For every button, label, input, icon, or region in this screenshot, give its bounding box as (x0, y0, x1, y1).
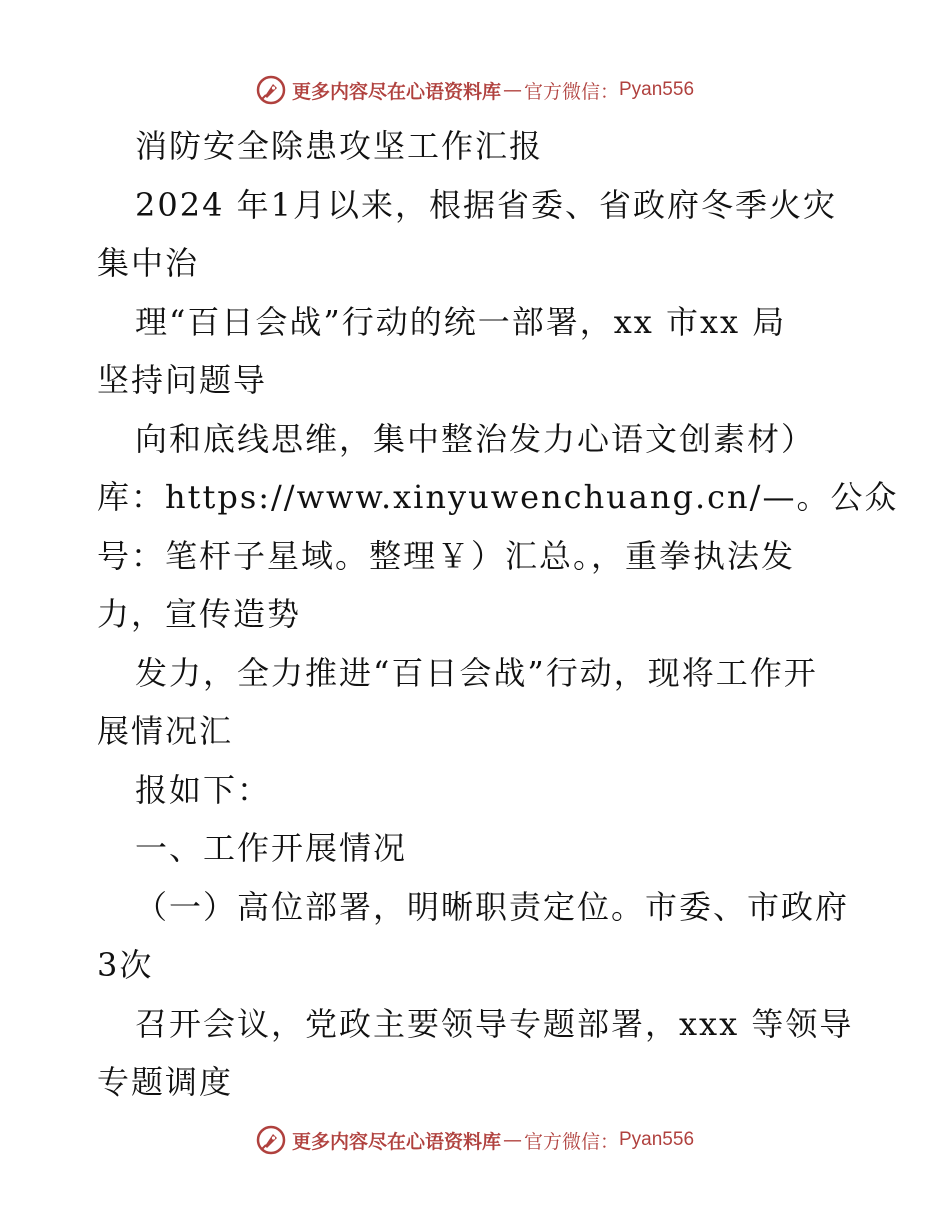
paragraph-line: 力，宣传造势 (97, 595, 302, 633)
pen-nib-logo-icon (256, 1125, 286, 1155)
watermark-header (0, 70, 950, 110)
paragraph-line: 集中治 (97, 244, 200, 282)
document-title: 消防安全除患攻坚工作汇报 (135, 127, 544, 165)
paragraph-line: 专题调度 (97, 1063, 234, 1101)
paragraph-line: 3次 (97, 946, 154, 984)
watermark-handle: Pyan556 (619, 1129, 695, 1150)
paragraph-line: 发力，全力推进“百日会战”行动，现将工作开 (135, 653, 818, 692)
paragraph-line: 报如下： (135, 770, 272, 809)
watermark-handle: Pyan556 (619, 79, 695, 100)
paragraph-line: 向和底线思维，集中整治发力心语文创素材） (135, 419, 816, 458)
paragraph-line: 召开会议，党政主要领导专题部署，xxx 等领导 (135, 1004, 854, 1043)
paragraph-line: 理“百日会战”行动的统一部署，xx 市xx 局 (135, 302, 787, 341)
watermark-official-label: 官方微信： (523, 1130, 619, 1153)
paragraph-line: 号：笔杆子星域。整理￥）汇总。，重拳执法发 (97, 536, 796, 575)
paragraph-line: 库：https://www.xinyuwenchuang.cn/—。公众 (97, 478, 899, 516)
watermark-dash: — (502, 1129, 522, 1151)
pen-nib-logo-icon (256, 75, 286, 105)
watermark-official-label: 官方微信： (523, 80, 619, 103)
paragraph-line: 坚持问题导 (97, 361, 268, 399)
watermark-brand: 更多内容尽在心语资料库 (291, 80, 501, 103)
paragraph-line: 展情况汇 (97, 712, 234, 750)
document-body (97, 117, 899, 1112)
paragraph-line: 2024 年1月以来，根据省委、省政府冬季火灾 (135, 185, 837, 224)
watermark-footer (0, 1120, 950, 1160)
watermark-brand: 更多内容尽在心语资料库 (291, 1130, 501, 1153)
watermark-dash: — (502, 79, 522, 101)
section-heading: 一、工作开展情况 (135, 829, 408, 867)
subsection-heading: （一）高位部署，明晰职责定位。市委、市政府 (135, 887, 850, 926)
